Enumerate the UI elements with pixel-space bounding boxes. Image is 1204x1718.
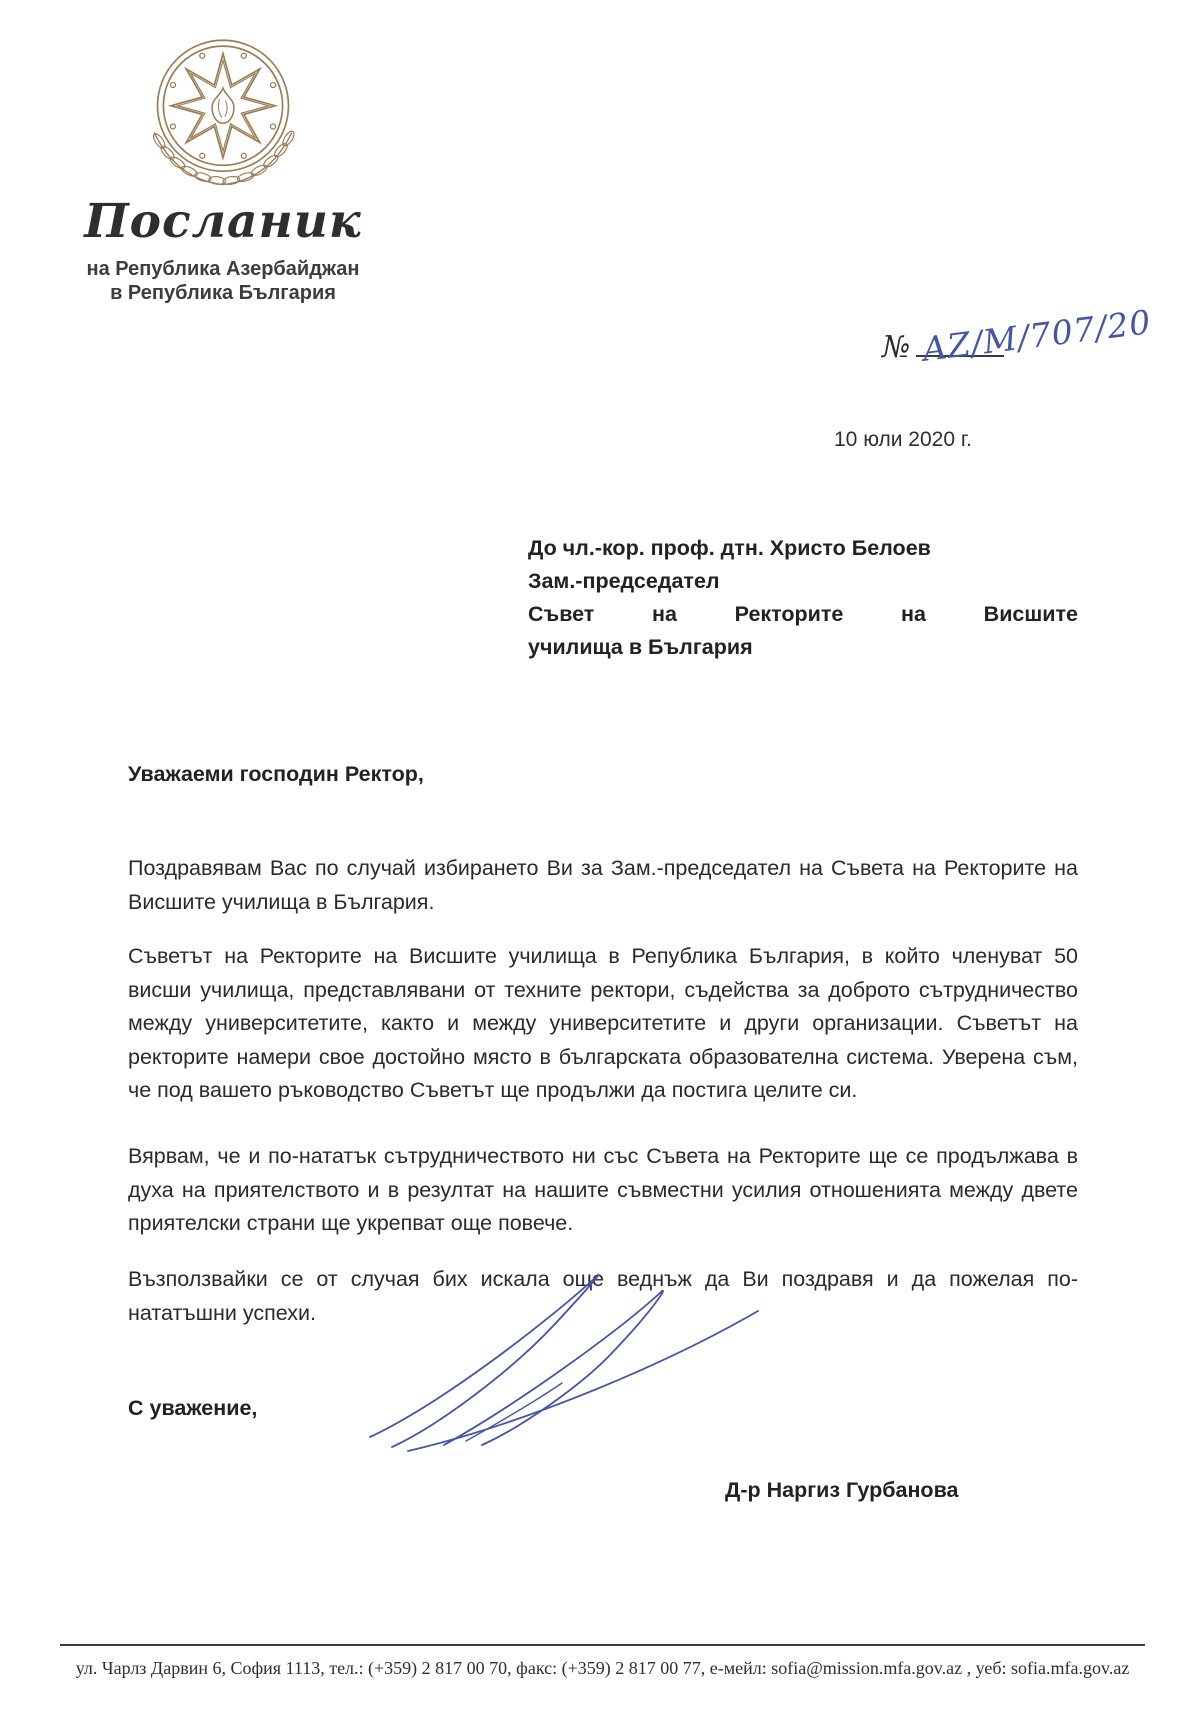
azerbaijan-emblem-icon [139, 26, 307, 188]
body-paragraph-1: Поздравявам Вас по случай избирането Ви за Зам.-председател на Съвета на Ректорите на Висшите училища в България. [128, 856, 1078, 914]
letter-date: 10 юли 2020 г. [834, 428, 972, 451]
handwritten-reference-number: AZ/M/707/20 [920, 302, 1154, 369]
footer-contact-line: ул. Чарлз Дарвин 6, София 1113, тел.: (+359) 2 817 00 70, факс: (+359) 2 817 00 77, е-мейл: sofia@mission.mfa.gov.az , уеб: sofia.mfa.gov.az [60, 1644, 1145, 1679]
letterhead-subtitle-2: в Република България [110, 282, 336, 304]
letterhead-subtitle-1: на Република Азербайджан [86, 258, 360, 280]
letterhead-title: Посланик [84, 194, 362, 249]
body-paragraph-2: Съветът на Ректорите на Висшите училища в Република България, в който членуват 50 висши училища, представлявани от техните ректори, съдейства за доброто сътрудничество между университетите, както и между университетите и други организации. Съветът на ректорите намери свое достойно място в българската образователна система. Уверена съм, че под вашето ръководство Съветът ще продължи да постига целите си. [128, 944, 1078, 1102]
body-paragraph-4: Възползвайки се от случая бих искала още веднъж да Ви поздравя и да пожелая по-нататъшни успехи. [128, 1267, 1078, 1325]
reference-block [882, 302, 1182, 400]
addressee-line-3: Съвет на Ректорите на Висшите [528, 602, 1078, 626]
addressee-line-1: До чл.-кор. проф. дтн. Христо Белоев [528, 536, 931, 560]
addressee-line-4: училища в България [528, 635, 753, 659]
addressee-block [528, 532, 1078, 664]
valediction: С уважение, [128, 1396, 258, 1420]
numero-sign: № [882, 330, 911, 365]
addressee-line-2: Зам.-председател [528, 569, 720, 593]
salutation: Уважаеми господин Ректор, [128, 762, 424, 786]
emblem-wrap [58, 26, 388, 188]
letterhead [58, 26, 388, 305]
handwritten-signature [348, 1255, 768, 1455]
body-paragraph-3: Вярвам, че и по-нататък сътрудничеството ни със Съвета на Ректорите ще се продължава в духа на приятелството и в резултат на нашите съвместни усилия отношенията между двете приятелски страни ще укрепват още повече. [128, 1144, 1078, 1235]
signer-name: Д-р Наргиз Гурбанова [725, 1478, 959, 1502]
